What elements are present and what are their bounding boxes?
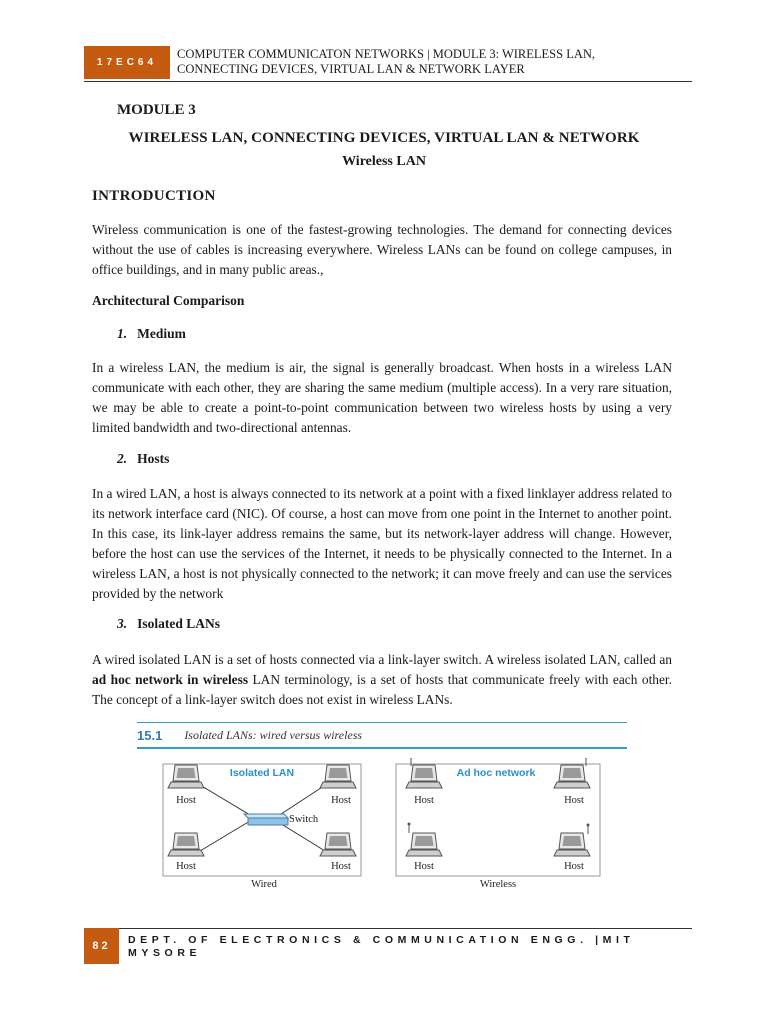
- section-title: Medium: [137, 326, 186, 341]
- host-label: Host: [176, 861, 196, 872]
- wireless-panel: [396, 758, 600, 890]
- page-number: 82: [92, 940, 111, 952]
- switch-label: Switch: [289, 814, 319, 825]
- footer-department: DEPT. OF ELECTRONICS & COMMUNICATION ENGG. |MIT MYSORE: [128, 934, 635, 959]
- course-code: 17EC64: [96, 57, 158, 68]
- host-label: Host: [564, 795, 584, 806]
- host-label: Host: [414, 795, 434, 806]
- wired-panel: [163, 764, 361, 890]
- switch-icon: [244, 814, 288, 825]
- host-label: Host: [414, 861, 434, 872]
- wired-panel-title: Isolated LAN: [229, 767, 295, 779]
- intro-paragraph: Wireless communication is one of the fastest-growing technologies. The demand for connecting devices without the use of cables is increasing everywhere. Wireless LANs can be found on college campuses, in office buildings, and in many public areas.,: [92, 222, 672, 277]
- wireless-panel-title: Ad hoc network: [456, 767, 536, 779]
- page-subtitle: Wireless LAN: [342, 154, 426, 169]
- host-label: Host: [176, 795, 196, 806]
- section-title: Hosts: [137, 451, 170, 466]
- section-number: 3.: [117, 616, 128, 631]
- arch-heading: Architectural Comparison: [92, 293, 245, 308]
- page-number-badge: [84, 928, 119, 964]
- figure-number: 15.1: [137, 727, 163, 743]
- figure-caption: [137, 722, 627, 749]
- section-heading-medium: [117, 326, 186, 342]
- paragraph-text: LAN terminology, is a set of hosts that communicate freely with each other. The concept of a link-layer switch does not exist in wireless LANs.: [92, 672, 673, 707]
- wireless-sub-label: Wireless: [479, 879, 517, 890]
- section-heading-hosts: [117, 451, 169, 467]
- section-title: Isolated LANs: [137, 616, 221, 631]
- section-number: 2.: [117, 451, 128, 466]
- intro-heading: INTRODUCTION: [92, 188, 216, 204]
- footer-divider: [84, 928, 692, 929]
- host-label: Host: [564, 861, 584, 872]
- page-title: WIRELESS LAN, CONNECTING DEVICES, VIRTUAL LAN & NETWORK: [128, 130, 640, 146]
- section-heading-isolated-lans: [117, 616, 220, 632]
- host-label: Host: [331, 795, 351, 806]
- wired-sub-label: Wired: [251, 879, 277, 890]
- bold-term: ad hoc network in wireless: [92, 672, 249, 687]
- host-label: Host: [331, 861, 351, 872]
- section-paragraph-medium: In a wireless LAN, the medium is air, the signal is generally broadcast. When hosts in a wireless LAN communicate with each other, they are sharing the same medium (multiple access). In a very rare situation, we may be able to create a point-to-point communication between two wireless hosts by using a very limited bandwidth and two-directional antennas.: [92, 360, 672, 435]
- header-title: COMPUTER COMMUNICATON NETWORKS | MODULE 3: WIRELESS LAN, CONNECTING DEVICES, VIRTUAL LAN & NETWORK LAYER: [177, 47, 596, 76]
- module-label: MODULE 3: [117, 102, 196, 118]
- section-paragraph-isolated-lans: [92, 650, 672, 710]
- paragraph-text: A wired isolated LAN is a set of hosts connected via a link-layer switch. A wireless isolated LAN, called an: [92, 652, 672, 667]
- section-paragraph-hosts: In a wired LAN, a host is always connected to its network at a point with a fixed linklayer address related to its network interface card (NIC). Of course, a host can move from one point in the Internet to another point. In this case, its link-layer address remains the same, but its network-layer address will change. However, before the host can use the services of the Internet, it needs to be physically connected to the Internet. In a wireless LAN, a host is not physically connected to the network; it can move freely and can use the services provided by the network: [92, 486, 672, 601]
- figure-caption-text: Isolated LANs: wired versus wireless: [184, 727, 363, 742]
- section-number: 1.: [117, 326, 128, 341]
- header-divider: [84, 81, 692, 82]
- isolated-lans-diagram: [160, 758, 610, 894]
- course-code-badge: [84, 46, 170, 79]
